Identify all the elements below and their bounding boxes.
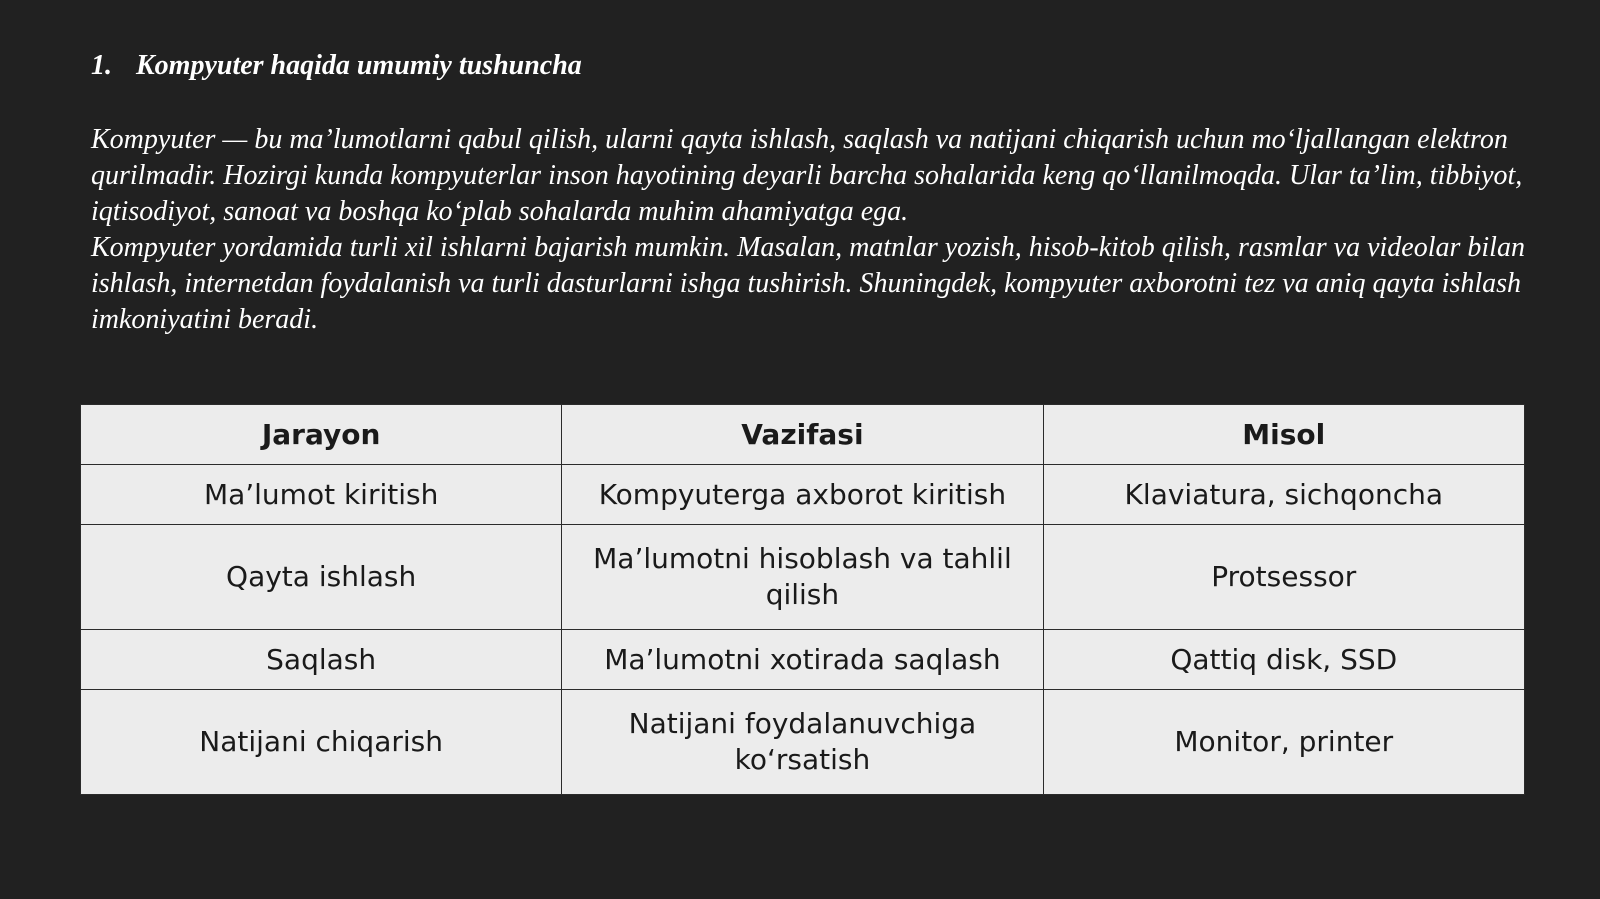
header-misol: Misol [1043,405,1524,465]
table-cell: Qattiq disk, SSD [1043,630,1524,690]
table-row [81,465,1525,525]
table-cell: Protsessor [1043,525,1524,630]
header-vazifasi: Vazifasi [562,405,1043,465]
table-row [81,525,1525,630]
body-text [91,122,1561,338]
table-cell: Klaviatura, sichqoncha [1043,465,1524,525]
table-row [81,630,1525,690]
table-cell: Natijani foydalanuvchiga ko‘rsatish [562,690,1043,795]
header-jarayon: Jarayon [81,405,562,465]
table-header-row [81,405,1525,465]
section-number: 1. [91,50,112,81]
table-cell: Qayta ishlash [81,525,562,630]
paragraph-2: Kompyuter yordamida turli xil ishlarni bajarish mumkin. Masalan, matnlar yozish, hisob-kitob qilish, rasmlar va videolar bilan ishlash, internetdan foydalanish va turli dasturlarni ishga tushirish. Shuningdek, kompyuter axborotni tez va aniq qayta ishlash imkoniyatini beradi. [91,232,1525,335]
table-cell: Ma’lumot kiritish [81,465,562,525]
table-cell: Monitor, printer [1043,690,1524,795]
table-row [81,690,1525,795]
table-cell: Kompyuterga axborot kiritish [562,465,1043,525]
table-cell: Ma’lumotni xotirada saqlash [562,630,1043,690]
table-cell: Ma’lumotni hisoblash va tahlil qilish [562,525,1043,630]
table-cell: Saqlash [81,630,562,690]
process-table [80,404,1525,795]
table-cell: Natijani chiqarish [81,690,562,795]
section-heading [91,48,582,83]
section-title: Kompyuter haqida umumiy tushuncha [136,50,582,81]
paragraph-1: Kompyuter — bu ma’lumotlarni qabul qilish, ularni qayta ishlash, saqlash va natijani chiqarish uchun mo‘ljallangan elektron qurilmadir. Hozirgi kunda kompyuterlar inson hayotining deyarli barcha sohalarida keng qo‘llanilmoqda. Ular ta’lim, tibbiyot, iqtisodiyot, sanoat va boshqa ko‘plab sohalarda muhim ahamiyatga ega. [91,124,1523,227]
